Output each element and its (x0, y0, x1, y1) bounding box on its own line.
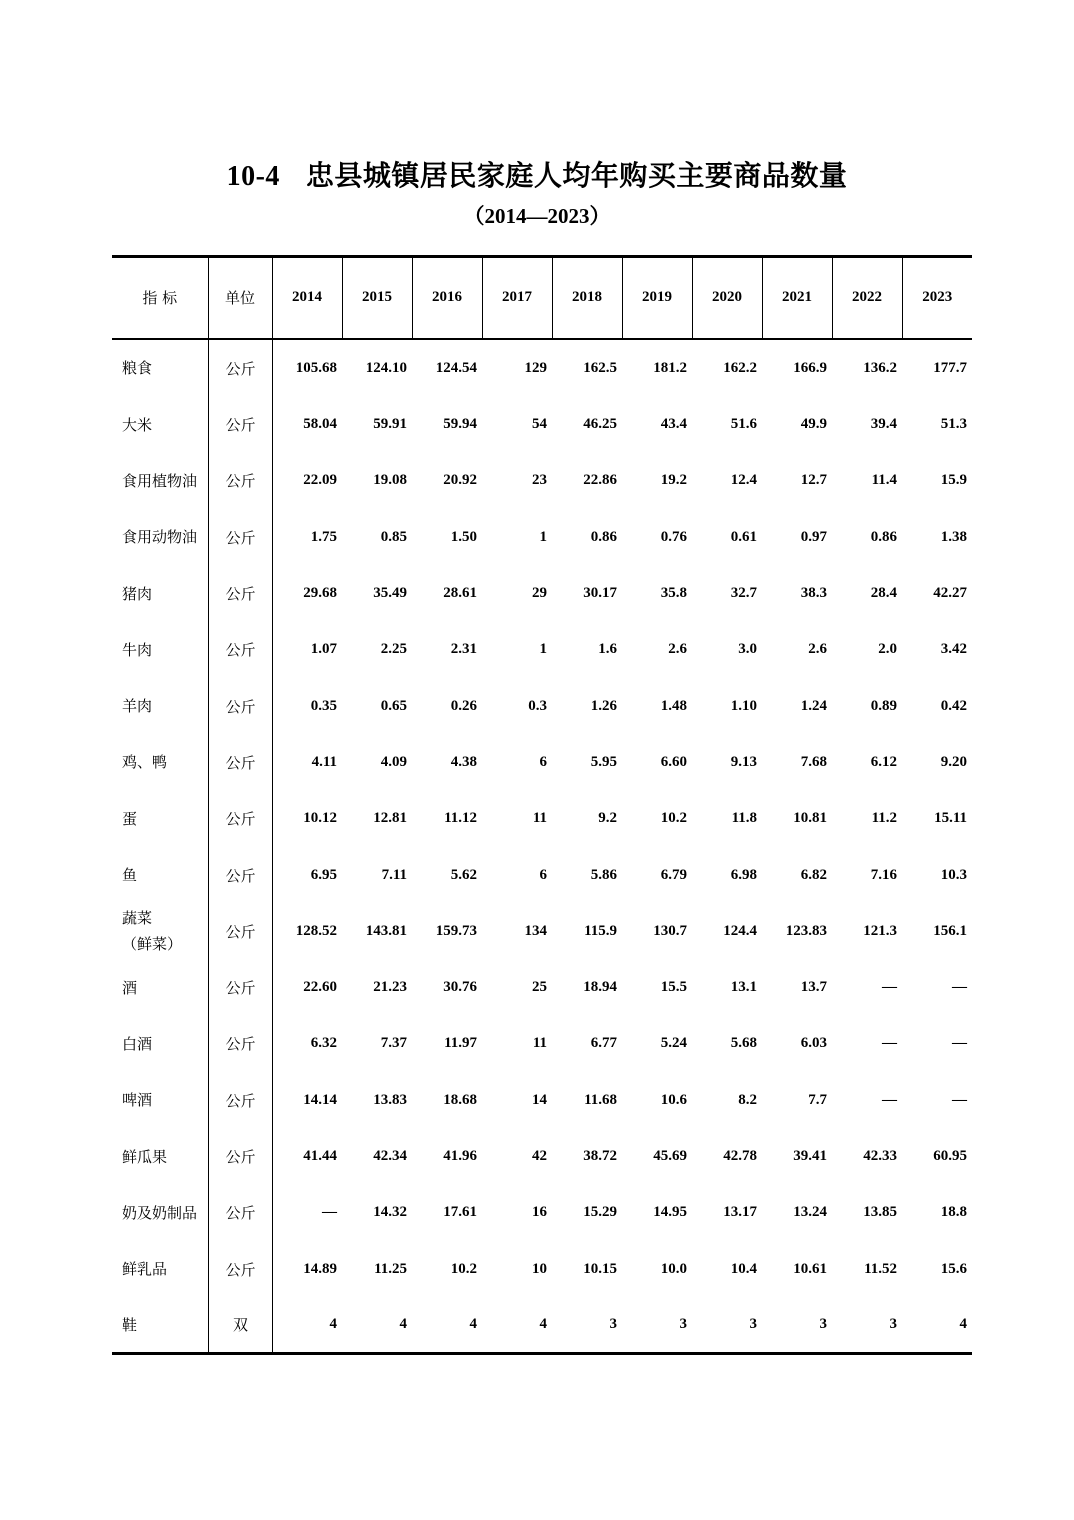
row-value: 10.6 (660, 1091, 687, 1108)
row-value: 0.3 (528, 697, 547, 714)
row-value: 41.96 (443, 1148, 477, 1164)
row-value: 30.76 (443, 979, 477, 996)
row-value: 21.23 (373, 979, 407, 996)
page-subtitle: （2014—2023） (463, 204, 611, 228)
row-value: 10.81 (793, 810, 827, 827)
header-year: 2017 (482, 257, 552, 339)
row-value: 22.86 (583, 472, 617, 489)
row-value: 16 (532, 1204, 547, 1221)
row-value: 9.13 (730, 753, 757, 770)
row-indicator: 鲜瓜果 (122, 1147, 168, 1166)
table-row (112, 734, 972, 790)
header-year: 2018 (552, 257, 622, 339)
row-value: 123.83 (785, 922, 827, 939)
row-value: 41.44 (303, 1148, 337, 1164)
table-row (112, 622, 972, 678)
row-value: 38.3 (800, 585, 827, 602)
row-unit: 公斤 (208, 339, 272, 397)
row-value: 181.2 (653, 359, 687, 376)
row-value: 3 (889, 1316, 897, 1333)
row-value: 12.4 (730, 472, 757, 489)
row-value: 14.89 (303, 1260, 337, 1277)
row-unit: 公斤 (208, 791, 272, 847)
row-value: 39.4 (870, 416, 897, 433)
row-value: 30.17 (583, 585, 617, 602)
table-row (112, 959, 972, 1015)
row-value: 124.4 (723, 922, 757, 939)
row-value: 0.35 (310, 697, 337, 714)
row-value: 14.32 (373, 1204, 407, 1221)
table-row (112, 1297, 972, 1353)
row-value: 134 (524, 922, 547, 939)
row-unit: 公斤 (208, 1241, 272, 1297)
row-value: 11.12 (444, 810, 477, 827)
row-value: 18.68 (443, 1091, 477, 1108)
table-row (112, 1072, 972, 1128)
row-value: 13.1 (730, 979, 757, 996)
row-unit: 公斤 (208, 903, 272, 959)
row-value: 0.86 (870, 528, 897, 545)
row-unit: 双 (208, 1297, 272, 1353)
row-value: 6.32 (310, 1035, 337, 1052)
row-value: 1.75 (310, 528, 337, 545)
row-indicator: 鲜乳品 (122, 1260, 168, 1279)
row-unit: 公斤 (208, 1185, 272, 1241)
row-indicator: 食用植物油 (122, 471, 198, 490)
row-value: 6.79 (660, 866, 687, 883)
statistics-table (112, 255, 972, 1355)
row-value: 4 (329, 1316, 337, 1333)
row-value: 124.10 (365, 359, 407, 376)
row-unit: 公斤 (208, 1072, 272, 1128)
header-year: 2015 (342, 257, 412, 339)
row-indicator: 猪肉 (122, 584, 153, 603)
row-value: 2.25 (380, 641, 407, 658)
row-value: 136.2 (863, 359, 897, 376)
row-value: 0.76 (660, 528, 687, 545)
row-value: 0.86 (590, 528, 617, 545)
row-value: 11 (532, 1035, 547, 1052)
row-value: 29.68 (303, 585, 337, 602)
row-value: 20.92 (443, 472, 477, 489)
row-indicator: 酒 (122, 978, 138, 997)
row-value: 15.11 (934, 810, 967, 827)
row-value: 2.31 (450, 641, 477, 658)
row-value: 13.85 (863, 1204, 897, 1221)
row-value: 5.95 (590, 753, 617, 770)
row-unit: 公斤 (208, 397, 272, 453)
row-indicator: 白酒 (122, 1034, 153, 1053)
row-value: 11 (532, 810, 547, 827)
row-indicator: 奶及奶制品 (122, 1203, 198, 1222)
header-year: 2020 (692, 257, 762, 339)
row-value: 128.52 (295, 922, 337, 939)
row-indicator: 蛋 (122, 809, 138, 828)
row-indicator: 鸡、鸭 (122, 753, 168, 772)
row-value: 15.29 (583, 1204, 617, 1221)
row-value: 1.48 (660, 697, 687, 714)
row-value: 42.78 (723, 1148, 757, 1164)
row-value: 1.38 (940, 528, 967, 545)
row-value: 0.89 (870, 697, 897, 714)
row-value: 46.25 (583, 416, 617, 433)
row-value: 6.82 (800, 866, 827, 883)
row-value: 13.7 (800, 979, 827, 996)
table-row (112, 903, 972, 959)
row-value: 10.61 (793, 1260, 827, 1277)
row-value: 49.9 (800, 416, 827, 433)
row-value: 42.33 (863, 1148, 897, 1164)
header-indicator: 指 标 (112, 257, 208, 339)
row-value: 3 (679, 1316, 687, 1333)
row-value: 2.6 (808, 641, 827, 658)
row-value: 11.97 (444, 1035, 477, 1052)
row-value: 32.7 (730, 585, 757, 602)
row-value: 42.34 (373, 1148, 407, 1164)
row-value: 10.4 (730, 1260, 757, 1277)
row-value: 3 (609, 1316, 617, 1333)
row-value: 18.8 (940, 1204, 967, 1221)
header-year: 2021 (762, 257, 832, 339)
row-value: 7.68 (800, 753, 827, 770)
row-value: 6.98 (730, 866, 757, 883)
row-value: 7.16 (870, 866, 897, 883)
row-value: 13.83 (373, 1091, 407, 1108)
row-value: 15.5 (660, 979, 687, 996)
table-body (112, 339, 972, 1354)
row-value: 11.25 (374, 1260, 407, 1277)
row-value: 0.42 (940, 697, 967, 714)
row-value: 2.0 (878, 641, 897, 658)
row-value: 3.0 (738, 641, 757, 658)
row-value: 18.94 (583, 979, 617, 996)
row-value: 4.09 (380, 753, 407, 770)
header-year: 2014 (272, 257, 342, 339)
row-value: 15.6 (940, 1260, 967, 1277)
row-value: 4 (539, 1316, 547, 1333)
row-value: — (882, 1091, 897, 1108)
row-value: 13.24 (793, 1204, 827, 1221)
row-value: 39.41 (793, 1148, 827, 1164)
row-value: 130.7 (653, 922, 687, 939)
table-row (112, 791, 972, 847)
row-value: 38.72 (583, 1148, 617, 1164)
row-value: 1.26 (590, 697, 617, 714)
table-number: 10-4 (226, 161, 280, 192)
row-value: 12.81 (373, 810, 407, 827)
table-row (112, 397, 972, 453)
row-value: 6.95 (310, 866, 337, 883)
row-value: 10.0 (660, 1260, 687, 1277)
row-value: 54 (532, 416, 547, 433)
table-row (112, 453, 972, 509)
row-value: 3 (819, 1316, 827, 1333)
row-value: 28.61 (443, 585, 477, 602)
row-value: 6.60 (660, 753, 687, 770)
row-value: — (952, 1035, 967, 1052)
row-value: 1.24 (800, 697, 827, 714)
row-value: 35.49 (373, 585, 407, 602)
row-value: 4.38 (450, 753, 477, 770)
row-indicator: 啤酒 (122, 1091, 153, 1110)
row-value: 5.62 (450, 866, 477, 883)
row-value: 6.12 (870, 753, 897, 770)
row-value: 162.2 (723, 359, 757, 376)
row-value: 42.27 (933, 585, 967, 602)
row-value: 13.17 (723, 1204, 757, 1221)
row-value: 1.6 (598, 641, 617, 658)
row-value: 58.04 (303, 416, 337, 433)
row-value: — (952, 979, 967, 996)
row-value: — (882, 979, 897, 996)
row-value: 3.42 (940, 641, 967, 658)
row-value: 59.94 (443, 416, 477, 433)
row-value: 45.69 (653, 1148, 687, 1164)
row-value: 6 (539, 753, 547, 770)
row-value: — (882, 1035, 897, 1052)
row-value: 14.95 (653, 1204, 687, 1221)
row-value: 4 (469, 1316, 477, 1333)
row-value: 4 (959, 1316, 967, 1333)
header-unit: 单位 (208, 257, 272, 339)
row-value: 6.03 (800, 1035, 827, 1052)
row-value: 10.12 (303, 810, 337, 827)
row-indicator: 大米 (122, 415, 153, 434)
row-value: 19.08 (373, 472, 407, 489)
table-row (112, 1128, 972, 1184)
row-value: 42 (532, 1148, 547, 1164)
row-value: 7.11 (381, 866, 407, 883)
row-value: 15.9 (940, 472, 967, 489)
table-row (112, 678, 972, 734)
row-value: 10.3 (940, 866, 967, 883)
row-value: 129 (524, 359, 547, 376)
table-row (112, 1185, 972, 1241)
row-value: 12.7 (800, 472, 827, 489)
row-value: 162.5 (583, 359, 617, 376)
header-year: 2019 (622, 257, 692, 339)
row-value: — (322, 1204, 337, 1221)
row-unit: 公斤 (208, 565, 272, 621)
row-value: 0.97 (800, 528, 827, 545)
row-value: 10.15 (583, 1260, 617, 1277)
row-value: 11.52 (864, 1260, 897, 1277)
row-value: 7.37 (380, 1035, 407, 1052)
row-value: 10.2 (450, 1260, 477, 1277)
row-unit: 公斤 (208, 453, 272, 509)
row-value: 156.1 (933, 922, 967, 939)
row-value: 166.9 (793, 359, 827, 376)
table-row (112, 565, 972, 621)
row-value: 124.54 (435, 359, 477, 376)
table-title-text: 忠县城镇居民家庭人均年购买主要商品数量 (305, 159, 848, 192)
row-value: 22.09 (303, 472, 337, 489)
row-value: 0.26 (450, 697, 477, 714)
row-value: 19.2 (660, 472, 687, 489)
row-value: 17.61 (443, 1204, 477, 1221)
row-value: 1.10 (730, 697, 757, 714)
row-value: 121.3 (863, 922, 897, 939)
row-value: — (952, 1091, 967, 1108)
row-value: 2.6 (668, 641, 687, 658)
row-value: 10.2 (660, 810, 687, 827)
row-value: 1.50 (450, 528, 477, 545)
row-value: 6 (539, 866, 547, 883)
row-value: 22.60 (303, 979, 337, 996)
row-value: 23 (532, 472, 547, 489)
row-value: 9.20 (940, 753, 967, 770)
row-value: 7.7 (808, 1091, 827, 1108)
row-value: 0.65 (380, 697, 407, 714)
row-value: 29 (532, 585, 547, 602)
row-value: 143.81 (365, 922, 407, 939)
row-value: 0.85 (380, 528, 407, 545)
row-value: 28.4 (870, 585, 897, 602)
header-year: 2023 (902, 257, 972, 339)
table-row (112, 509, 972, 565)
row-indicator: 鞋 (122, 1315, 138, 1334)
row-value: 4 (399, 1316, 407, 1333)
row-unit: 公斤 (208, 509, 272, 565)
table-row (112, 1241, 972, 1297)
row-value: 1 (539, 528, 547, 545)
row-value: 105.68 (295, 359, 337, 376)
row-indicator: 鱼 (122, 866, 138, 885)
row-value: 10 (532, 1260, 547, 1277)
row-value: 0.61 (730, 528, 757, 545)
row-indicator: 蔬菜 （鲜菜） (122, 909, 183, 954)
header-row (112, 257, 972, 339)
header-year: 2022 (832, 257, 902, 339)
row-indicator: 羊肉 (122, 697, 153, 716)
row-value: 9.2 (598, 810, 617, 827)
row-value: 6.77 (590, 1035, 617, 1052)
row-unit: 公斤 (208, 1016, 272, 1072)
row-value: 35.8 (660, 585, 687, 602)
row-value: 14.14 (303, 1091, 337, 1108)
row-value: 5.68 (730, 1035, 757, 1052)
row-unit: 公斤 (208, 847, 272, 903)
row-unit: 公斤 (208, 678, 272, 734)
row-value: 115.9 (584, 922, 617, 939)
row-unit: 公斤 (208, 1128, 272, 1184)
page-title (0, 154, 1074, 194)
header-year: 2016 (412, 257, 482, 339)
row-value: 51.3 (940, 416, 967, 433)
row-value: 51.6 (730, 416, 757, 433)
row-value: 5.86 (590, 866, 617, 883)
row-indicator: 食用动物油 (122, 528, 198, 547)
row-value: 159.73 (435, 922, 477, 939)
row-value: 1 (539, 641, 547, 658)
row-value: 8.2 (738, 1091, 757, 1108)
row-value: 5.24 (660, 1035, 687, 1052)
table-row (112, 1016, 972, 1072)
table-row (112, 847, 972, 903)
row-value: 11.4 (871, 472, 897, 489)
row-value: 25 (532, 979, 547, 996)
row-unit: 公斤 (208, 734, 272, 790)
row-unit: 公斤 (208, 622, 272, 678)
row-value: 11.8 (731, 810, 757, 827)
row-value: 59.91 (373, 416, 407, 433)
row-value: 43.4 (660, 416, 687, 433)
row-value: 14 (532, 1091, 547, 1108)
row-value: 11.2 (871, 810, 897, 827)
table-row (112, 339, 972, 397)
row-unit: 公斤 (208, 959, 272, 1015)
row-value: 4.11 (311, 753, 337, 770)
row-value: 177.7 (933, 359, 967, 376)
row-indicator: 牛肉 (122, 640, 153, 659)
row-value: 11.68 (584, 1091, 617, 1108)
row-value: 1.07 (310, 641, 337, 658)
row-value: 3 (749, 1316, 757, 1333)
row-indicator: 粮食 (122, 359, 153, 377)
row-value: 60.95 (933, 1148, 967, 1164)
